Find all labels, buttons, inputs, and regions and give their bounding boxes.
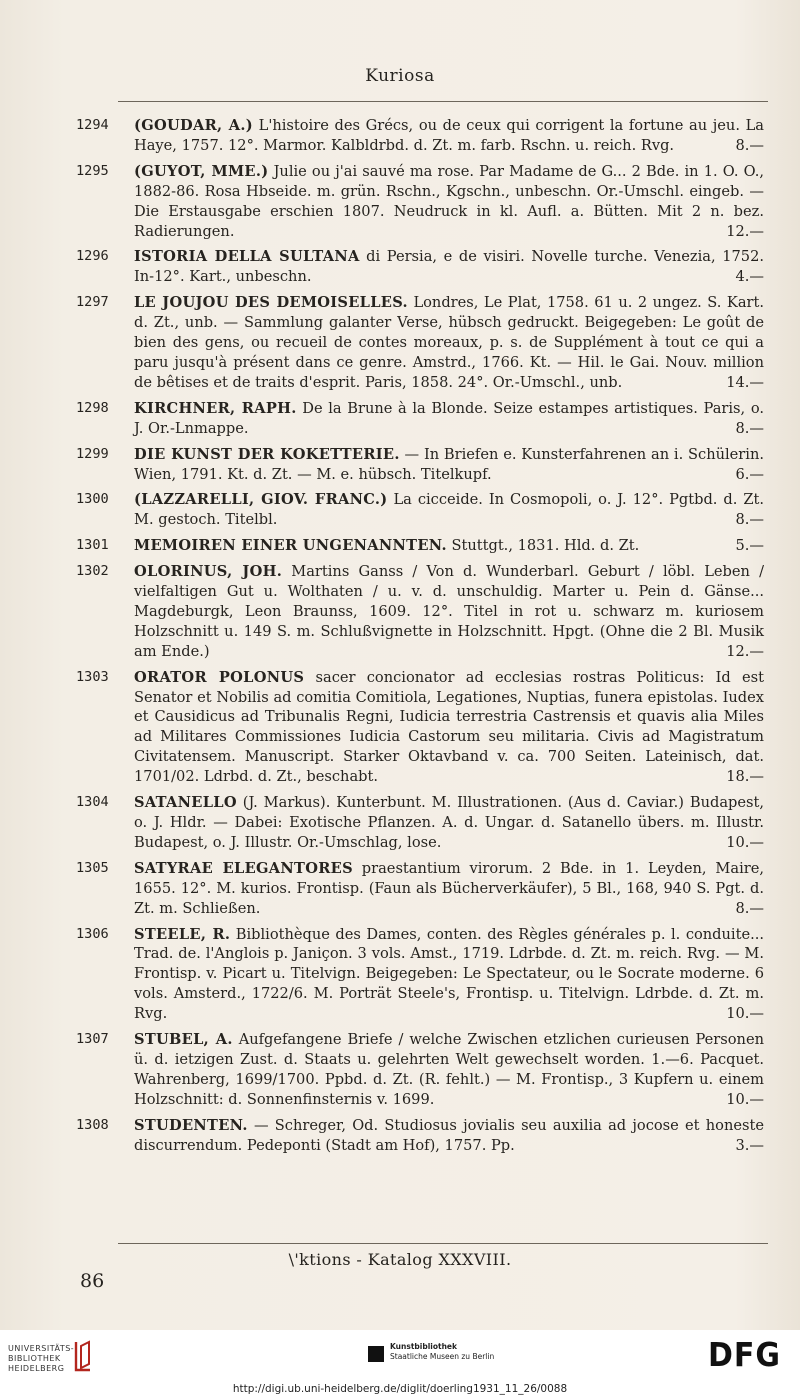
entry-heading: (GOUDAR, A.) [134, 117, 253, 134]
entry-heading: STUBEL, A. [134, 1031, 233, 1049]
entry-price: 12.— [726, 642, 764, 660]
entry-number: 1302 [76, 563, 109, 580]
entry-price: 5.— [735, 537, 764, 555]
entry-heading: STEELE, R. [134, 925, 231, 943]
catalog-entry [0, 399, 800, 439]
catalog-entry [0, 247, 800, 287]
entry-description: praestantium virorum. 2 Bde. in 1. Leyden, Maire, 1655. 12°. M. kurios. Frontisp. (Faun als Bücherverkäufer), 5 Bl., 168, 940 S. Pgt. d. Zt. m. Schließen. [134, 859, 764, 917]
entry-description: di Persia, e de visiri. Novelle turche. Venezia, 1752. In-12°. Kart., unbeschn. [134, 248, 764, 286]
catalog-title: \'ktions - Katalog XXXVIII. [288, 1250, 512, 1269]
entry-heading: MEMOIREN EINER UNGENANNTEN. [134, 537, 447, 555]
entry-description: (J. Markus). Kunterbunt. M. Illustrationen. (Aus d. Caviar.) Budapest, o. J. Hldr. — Dabei: Exotische Pflanzen. A. d. Ungar. d. Satanello übers. m. Illustr. Budapest, o. J. Illustr. Or.-Umschlag, lose. [134, 794, 764, 851]
entry-number: 1296 [76, 248, 109, 265]
entry-description: Aufgefangene Briefe / welche Zwischen etzlichen curieusen Personen ü. d. ietzigen Zust. d. Staats u. gelehrten Welt gewechselt worden. 1.—6. Pacquet. Wahrenberg, 1699/1700. Ppbd. d. Zt. (R. fehlt.) — M. Frontisp., 3 Kupfern u. einem Holzschnitt: d. Sonnenfinsternis v. 1699. [134, 1031, 764, 1108]
entry-price: 8.— [735, 899, 764, 917]
entry-heading: ORATOR POLONUS [134, 668, 305, 686]
entry-price: 6.— [735, 465, 764, 483]
entry-number: 1301 [76, 537, 109, 554]
entry-heading: (LAZZARELLI, GIOV. FRANC.) [134, 491, 388, 509]
catalog-entry [0, 490, 800, 530]
uni-line: HEIDELBERG [8, 1364, 65, 1373]
entry-heading: OLORINUS, JOH. [134, 563, 283, 581]
catalog-entry [0, 859, 800, 919]
catalog-entry [0, 1116, 800, 1156]
entry-number: 1294 [76, 117, 109, 133]
entry-description: De la Brune à la Blonde. Seize estampes artistiques. Paris, o. J. Or.-Lnmappe. [134, 399, 765, 437]
catalog-entry [0, 445, 800, 485]
catalog-entry [0, 562, 800, 662]
entry-price: 8.— [735, 136, 764, 154]
entry-price: 14.— [726, 373, 764, 391]
uni-line: BIBLIOTHEK [8, 1354, 61, 1363]
entry-price: 8.— [735, 511, 764, 529]
entry-number: 1305 [76, 859, 109, 876]
entry-description: La cicceide. In Cosmopoli, o. J. 12°. Pgtbd. d. Zt. M. gestoch. Titelbl. [134, 491, 764, 529]
entry-heading: (GUYOT, MME.) [134, 162, 269, 180]
catalog-entry [0, 793, 800, 853]
permalink-url[interactable]: http://digi.ub.uni-heidelberg.de/diglit/doerling1931_11_26/0088 [0, 1382, 800, 1397]
entry-price: 12.— [726, 222, 764, 240]
catalog-entry [0, 1030, 800, 1110]
entry-heading: ISTORIA DELLA SULTANA [134, 248, 360, 266]
page-number: 86 [80, 1270, 105, 1292]
dfg-logo[interactable]: DFG [708, 1336, 782, 1375]
catalog-entry [0, 162, 800, 242]
entry-description: sacer concionator ad ecclesias rostras Politicus: Id est Senator et Nobilis ad comitia Comitiola, Legationes, Nuptias, funera epistolas. Iudex et Causidicus ad Tribunalis Regni, Iudicia terrestria Castrensis et quavis alia Miles ad Militares Commissiones Iudicia Castorum seu militaria. Civis ad Magistratum Civitatensem. Manuscript. Starker Oktavband v. ca. 700 Seiten. Lateinisch, dat. 1701/02. Ldrbd. d. Zt., beschabt. [134, 668, 764, 786]
entry-price: 10.— [726, 833, 764, 851]
entry-heading: SATANELLO [134, 794, 237, 812]
catalog-entry [0, 293, 800, 393]
running-header: Kuriosa [365, 66, 435, 86]
kunstbibliothek-text [390, 1342, 494, 1362]
entry-number: 1304 [76, 794, 109, 811]
entry-heading: LE JOUJOU DES DEMOISELLES. [134, 294, 408, 312]
kb-name: Kunstbibliothek [390, 1342, 458, 1351]
entry-description: Julie ou j'ai sauvé ma rose. Par Madame de G... 2 Bde. in 1. O. O., 1882-86. Rosa Hbseide. m. grün. Rschn., Kgschn., unbeschn. Or.-Umschl. eingeb. — Die Erstausgabe erschien 1807. Neudruck in kl. Aufl. a. Bütten. Mit 2 n. bez. Radierungen. [134, 162, 765, 240]
entry-description: L'histoire des Grécs, ou de ceux qui corrigent la fortune au jeu. La Haye, 1757. 12°. Marmor. Kalbldrbd. d. Zt. m. farb. Rschn. u. reich. Rvg. [134, 117, 765, 154]
entry-price: 10.— [726, 1005, 764, 1023]
catalog-entry [0, 536, 800, 556]
kb-org: Staatliche Museen zu Berlin [390, 1352, 495, 1361]
entry-number: 1308 [76, 1116, 109, 1133]
kunstbibliothek-mark-icon [368, 1346, 384, 1362]
entry-description: Martins Ganss / Von d. Wunderbarl. Geburt / löbl. Leben / vielfaltigen Gut u. Wolthaten / u. v. d. unschuldig. Marter u. Pein d. Gänse... Magdeburgk, Leon Braunss, 1609. 12°. Titel in rot u. schwarz m. kuriosem Holzschnitt u. 149 S. m. Schlußvignette in Holzschnitt. Hpgt. (Ohne die 2 Bl. Musik am Ende.) [134, 563, 764, 660]
entry-number: 1297 [76, 294, 109, 311]
entry-heading: SATYRAE ELEGANTORES [134, 859, 353, 877]
entry-price: 10.— [726, 1090, 764, 1108]
footer-rule [118, 1243, 768, 1244]
entry-price: 18.— [726, 768, 764, 786]
header-rule [118, 101, 768, 102]
entry-number: 1298 [76, 399, 109, 416]
entry-description: Stuttgt., 1831. Hld. d. Zt. [446, 537, 640, 555]
entry-number: 1299 [76, 445, 109, 462]
entry-number: 1303 [76, 668, 109, 685]
entry-description: Londres, Le Plat, 1758. 61 u. 2 ungez. S. Kart. d. Zt., unb. — Sammlung galanter Verse, hübsch gedruckt. Beigegeben: Le goût de bien des gens, ou recueil de contes moreaux, p. s. de Supplément à tout ce qui a paru jusqu'à présent dans ce genre. Amstrd., 1766. Kt. — Hil. le Gai. Nouv. million de bêtises et de traits d'esprit. Paris, 1858. 24°. Or.-Umschl., unb. [134, 294, 764, 391]
entry-number: 1307 [76, 1031, 109, 1048]
entry-description: — Schreger, Od. Studiosus jovialis seu auxilia ad jocose et honeste discurrendum. Pedeponti (Stadt am Hof), 1757. Pp. [134, 1116, 764, 1154]
entry-number: 1295 [76, 162, 109, 179]
entry-heading: DIE KUNST DER KOKETTERIE. [134, 445, 400, 463]
entry-list [0, 116, 800, 1162]
catalog-entry [0, 668, 800, 787]
university-library-logo[interactable] [8, 1344, 74, 1374]
entry-heading: KIRCHNER, RAPH. [134, 399, 297, 417]
entry-heading: STUDENTEN. [134, 1116, 248, 1134]
entry-price: 4.— [735, 268, 764, 286]
library-emblem-icon [72, 1340, 94, 1372]
catalog-entry [0, 116, 800, 156]
entry-description: — In Briefen e. Kunsterfahrenen an i. Schülerin. Wien, 1791. Kt. d. Zt. — M. e. hübsch. Titelkupf. [134, 445, 764, 483]
uni-line: UNIVERSITÄTS- [8, 1344, 75, 1353]
entry-description: Bibliothèque des Dames, conten. des Règles générales p. l. conduite... Trad. de. l'Anglois p. Janiçon. 3 vols. Amst., 1719. Ldrbde. d. Zt. m. reich. Rvg. — M. Frontisp. v. Picart u. Titelvign. Beigegeben: Le Spectateur, ou le Socrate moderne. 6 vols. Amsterd., 1722/6. M. Porträt Steele's, Frontisp. u. Titelvign. Ldrbde. d. Zt. m. Rvg. [134, 925, 765, 1023]
entry-number: 1306 [76, 925, 109, 942]
entry-number: 1300 [76, 491, 109, 508]
entry-price: 8.— [735, 419, 764, 437]
entry-price: 3.— [735, 1136, 764, 1154]
catalog-entry [0, 925, 800, 1025]
digitization-bar [0, 1330, 800, 1382]
